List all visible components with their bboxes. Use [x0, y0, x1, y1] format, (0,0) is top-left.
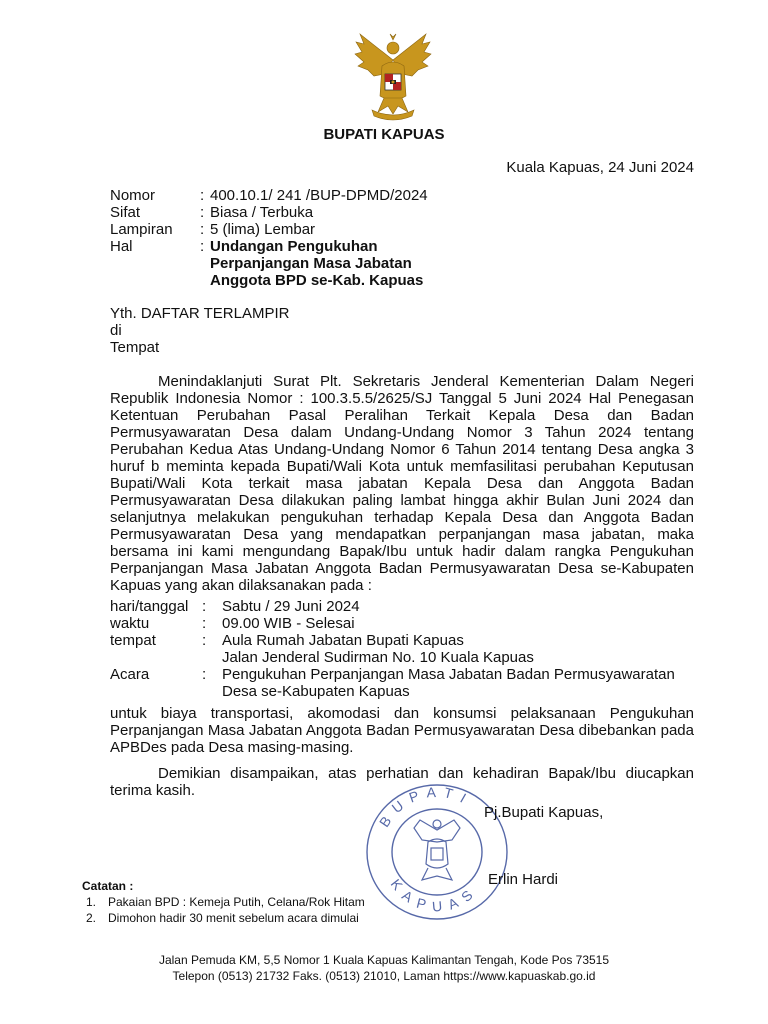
meta-label: Nomor: [110, 187, 156, 204]
subject-line: Perpanjangan Masa Jabatan: [210, 255, 412, 272]
schedule-sep: :: [202, 632, 207, 649]
footer-contact: Telepon (0513) 21732 Faks. (0513) 21010, Laman https://www.kapuaskab.go.id: [172, 969, 596, 983]
schedule-value: [222, 632, 702, 666]
schedule-sep: :: [202, 598, 207, 615]
garuda-emblem-icon: [352, 30, 434, 122]
subject-block: [210, 238, 423, 289]
subject-line: Undangan Pengukuhan: [210, 238, 378, 255]
meta-sep: :: [200, 187, 205, 204]
recipient-line: di: [110, 322, 122, 339]
org-title: BUPATI KAPUAS: [323, 126, 445, 143]
meta-sep: :: [200, 204, 205, 221]
place-date: Kuala Kapuas, 24 Juni 2024: [506, 159, 694, 176]
recipient-line: Tempat: [110, 339, 160, 356]
meta-label: Sifat: [110, 204, 141, 221]
recipient-line: Yth. DAFTAR TERLAMPIR: [110, 305, 290, 322]
meta-label: Hal: [110, 238, 133, 255]
signature-title: Pj.Bupati Kapuas,: [484, 804, 604, 821]
signer-name: Erlin Hardi: [488, 871, 559, 888]
schedule-value: Sabtu / 29 Juni 2024: [222, 598, 360, 615]
meta-sep: :: [200, 238, 205, 255]
schedule-sep: :: [202, 666, 207, 683]
subject-line: Anggota BPD se-Kab. Kapuas: [210, 272, 424, 289]
schedule-row-event: [110, 666, 702, 700]
official-stamp-icon: [362, 780, 512, 925]
schedule-row-day: [110, 598, 702, 615]
schedule-sep: :: [202, 615, 207, 632]
note-text: Pakaian BPD : Kemeja Putih, Celana/Rok Hitam: [108, 895, 365, 909]
schedule-value: 09.00 WIB - Selesai: [222, 615, 355, 632]
schedule-row-time: [110, 615, 702, 632]
meta-row-lampiran: [110, 221, 315, 238]
body-paragraph-2: untuk biaya transportasi, akomodasi dan konsumsi pelaksanaan Pengukuhan Perpanjangan Masa Jabatan Anggota Badan Permusyawaratan Desa dibebankan pada APBDes pada Desa masing-masing.: [110, 705, 694, 756]
schedule-value-line: Aula Rumah Jabatan Bupati Kapuas: [222, 632, 464, 649]
meta-row-hal: [110, 238, 423, 289]
schedule-label: Acara: [110, 666, 150, 683]
meta-sep: :: [200, 221, 205, 238]
schedule-row-place: [110, 632, 702, 666]
notes-title: Catatan :: [82, 879, 134, 893]
meta-value: 5 (lima) Lembar: [210, 221, 316, 238]
meta-value: Biasa / Terbuka: [210, 204, 314, 221]
schedule-value-line: Jalan Jenderal Sudirman No. 10 Kuala Kapuas: [222, 649, 534, 666]
footer-address: Jalan Pemuda KM, 5,5 Nomor 1 Kuala Kapuas Kalimantan Tengah, Kode Pos 73515: [158, 953, 610, 967]
meta-label: Lampiran: [110, 221, 173, 238]
schedule-value-line: Pengukuhan Perpanjangan Masa Jabatan Badan Permusyawaratan: [222, 666, 675, 683]
footer: [0, 952, 768, 984]
svg-text:KAPUAS: KAPUAS: [387, 875, 482, 915]
svg-text:BUPATI: BUPATI: [375, 783, 476, 830]
body-paragraph-3: Demikian disampaikan, atas perhatian dan kehadiran Bapak/Ibu diucapkan terima kasih.: [110, 765, 694, 799]
recipient-block: [110, 305, 694, 356]
schedule-label: waktu: [110, 615, 150, 632]
note-number: 1.: [86, 895, 97, 909]
meta-row-nomor: [110, 187, 428, 204]
schedule-label: tempat: [110, 632, 156, 649]
meta-value: 400.10.1/ 241 /BUP-DPMD/2024: [210, 187, 428, 204]
body-paragraph-1: Menindaklanjuti Surat Plt. Sekretaris Jenderal Kementerian Dalam Negeri Republik Indonesia Nomor : 100.3.5.5/2625/SJ Tanggal 5 Juni 2024 Hal Penegasan Ketentuan Perubahan Pasal Peralihan Terkait Kepala Desa dan Badan Permusyawaratan Desa dalam Undang-Undang Nomor 3 Tahun 2024 tentang Perubahan Kedua Atas Undang-Undang Nomor 6 Tahun 2014 tentang Desa angka 3 huruf b meminta kepada Bupati/Wali Kota untuk memfasilitasi perubahan Keputusan Bupati/Wali Kota terkait masa jabatan Kepala Desa dan Anggota Badan Permusyawaratan Desa dilakukan paling lambat hingga akhir Bulan Juni 2024 dan selanjutnya melakukan pengukuhan terhadap Kepala Desa dan Anggota Badan Permusyawaratan Desa yang mendapatkan perpanjangan masa jabatan, maka bersama ini kami mengundang Bapak/Ibu untuk hadir dalam rangka Pengukuhan Perpanjangan Masa Jabatan Anggota Badan Permusyawaratan Desa se-Kabupaten Kapuas yang akan dilaksanakan pada :: [110, 373, 694, 594]
note-item: [82, 894, 365, 910]
schedule-value-line: Desa se-Kabupaten Kapuas: [222, 683, 410, 700]
schedule-value: [222, 666, 702, 700]
notes-block: [82, 878, 365, 926]
schedule-label: hari/tanggal: [110, 598, 189, 615]
note-item: [82, 910, 365, 926]
meta-row-sifat: [110, 204, 313, 221]
note-text: Dimohon hadir 30 menit sebelum acara dimulai: [108, 911, 359, 925]
note-number: 2.: [86, 911, 97, 925]
